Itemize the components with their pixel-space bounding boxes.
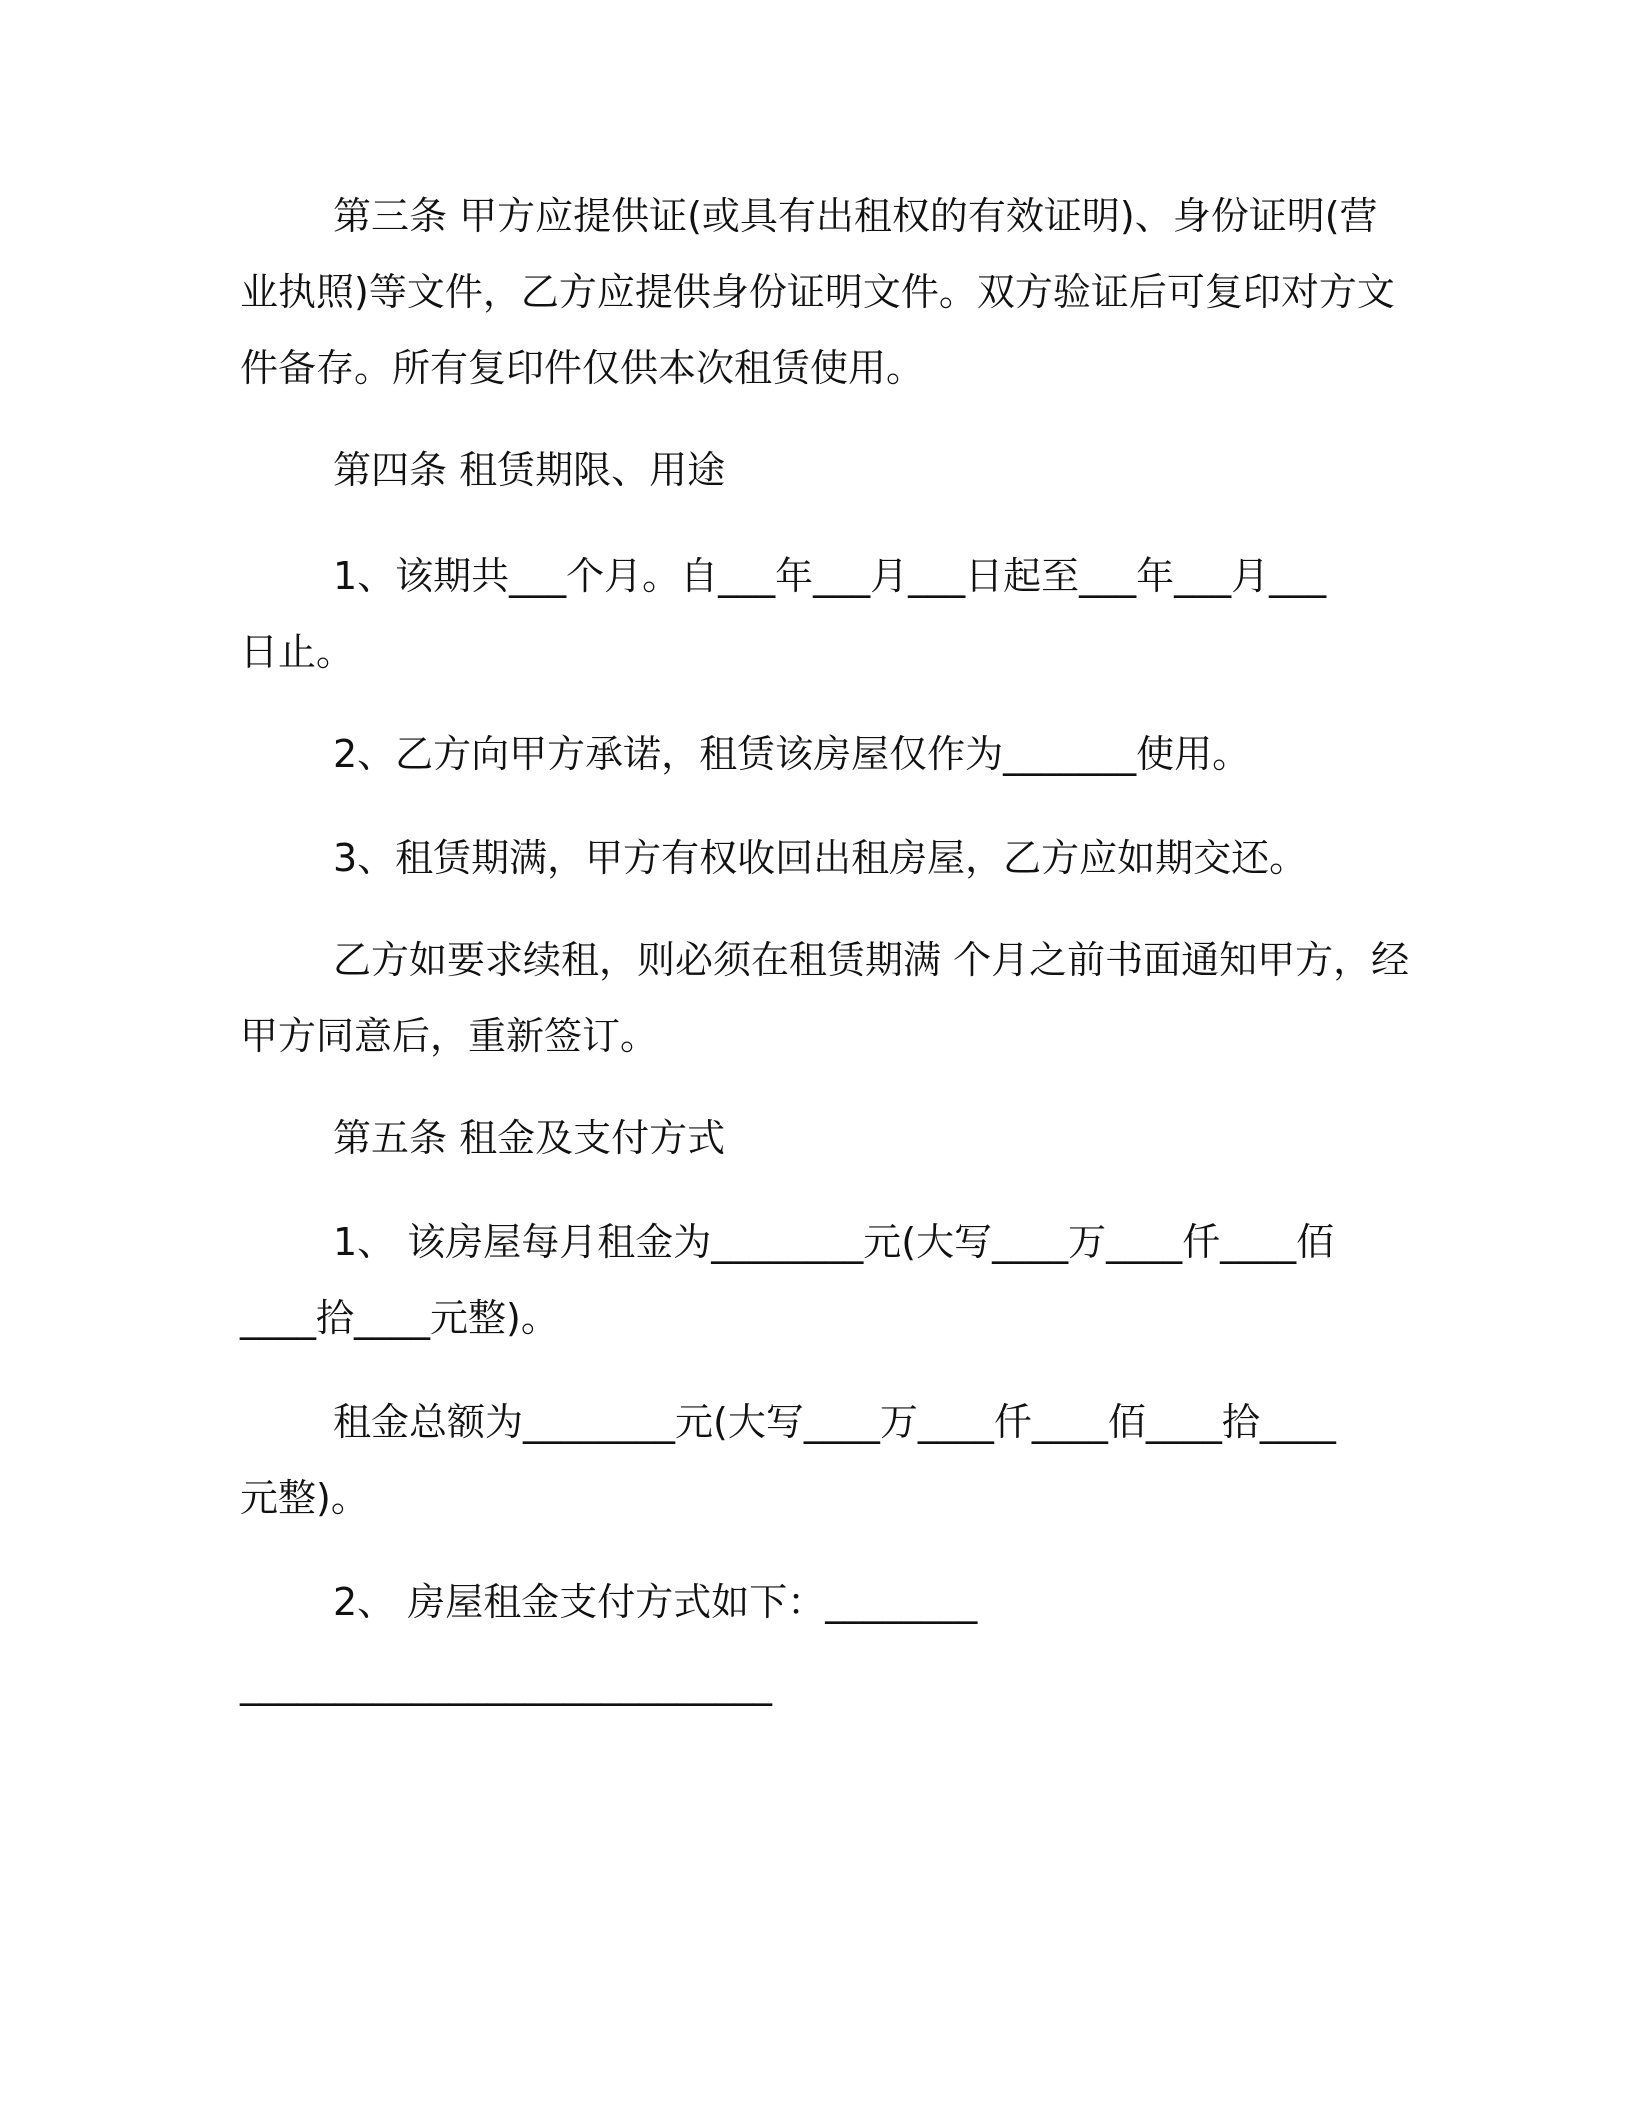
article4-renewal-line1: 乙方如要求续租，则必须在租赁期满 个月之前书面通知甲方，经 (333, 938, 1410, 982)
article4-item3: 3、租赁期满，甲方有权收回出租房屋，乙方应如期交还。 (333, 836, 1308, 880)
article4-heading: 第四条 租赁期限、用途 (333, 448, 726, 492)
article3-line2: 业执照)等文件，乙方应提供身份证明文件。双方验证后可复印对方文 (240, 270, 1395, 314)
article5-item2-line2: ____________________________ (240, 1662, 772, 1706)
article5-item1-line1: 1、 该房屋每月租金为________元(大写____万____仟____佰 (333, 1220, 1335, 1264)
article3-line1: 第三条 甲方应提供证(或具有出租权的有效证明)、身份证明(营 (333, 194, 1378, 238)
article4-item2: 2、乙方向甲方承诺，租赁该房屋仅作为_______使用。 (333, 732, 1251, 776)
article5-total-line2: 元整)。 (240, 1476, 369, 1520)
article5-total-line1: 租金总额为________元(大写____万____仟____佰____拾____ (333, 1400, 1336, 1444)
article5-item1-line2: ____拾____元整)。 (240, 1296, 559, 1340)
article3-line3: 件备存。所有复印件仅供本次租赁使用。 (240, 346, 925, 390)
article4-item1-line1: 1、该期共___个月。自___年___月___日起至___年___月___ (333, 554, 1327, 598)
article5-item2-line1: 2、 房屋租金支付方式如下：________ (333, 1580, 978, 1624)
article5-heading: 第五条 租金及支付方式 (333, 1116, 726, 1160)
article4-item1-line2: 日止。 (240, 630, 355, 674)
article4-renewal-line2: 甲方同意后，重新签订。 (240, 1014, 659, 1058)
